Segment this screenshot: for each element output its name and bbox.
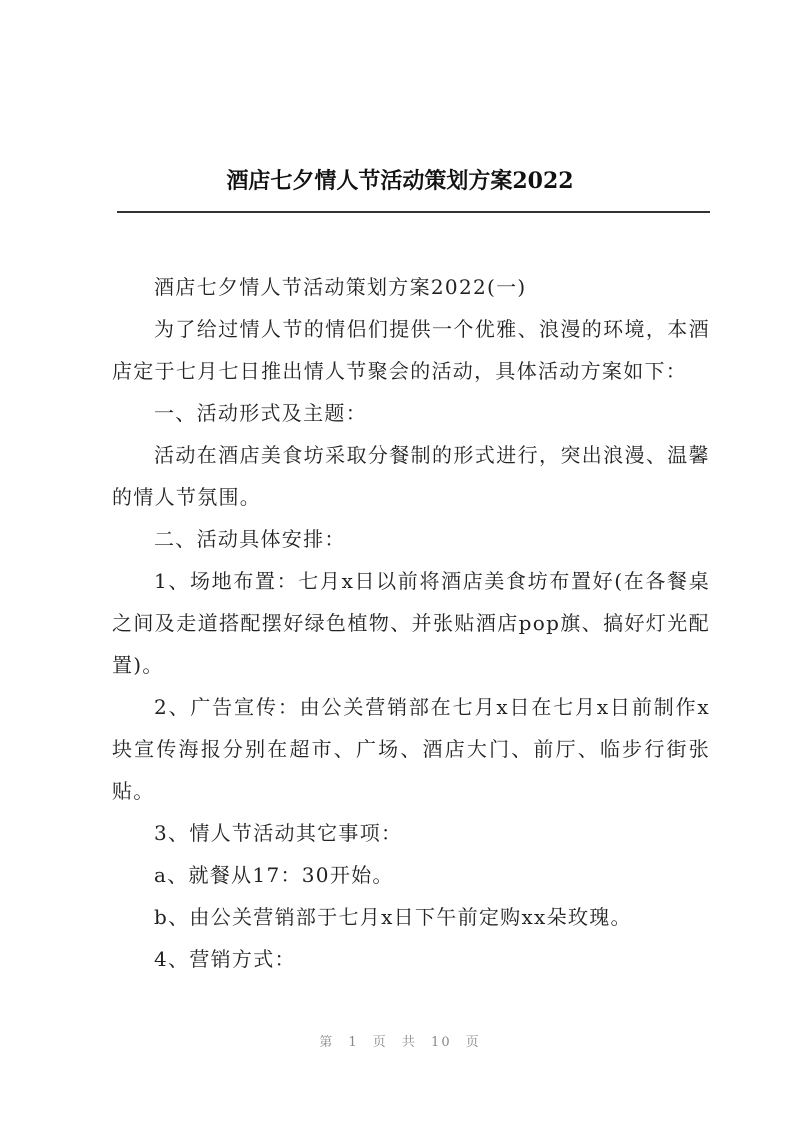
document-body (112, 266, 710, 980)
paragraph: a、就餐从17：30开始。 (154, 863, 394, 887)
paragraph: 2、广告宣传：由公关营销部在七月x日在七月x日前制作x块宣传海报分别在超市、广场、酒店大门、前厅、临步行街张贴。 (112, 695, 710, 803)
title-divider (117, 211, 710, 213)
paragraph: 一、活动形式及主题： (154, 401, 367, 425)
paragraph: 1、场地布置：七月x日以前将酒店美食坊布置好(在各餐桌之间及走道搭配摆好绿色植物、并张贴酒店pop旗、搞好灯光配置)。 (112, 569, 710, 677)
paragraph: 二、活动具体安排： (154, 527, 346, 551)
paragraph: 4、营销方式： (154, 947, 296, 971)
paragraph: 活动在酒店美食坊采取分餐制的形式进行，突出浪漫、温馨的情人节氛围。 (112, 443, 710, 509)
paragraph: 3、情人节活动其它事项： (154, 821, 403, 845)
paragraph: 酒店七夕情人节活动策划方案2022(一) (154, 275, 527, 299)
page-footer: 第 1 页 共 10 页 (319, 1035, 481, 1050)
paragraph: 为了给过情人节的情侣们提供一个优雅、浪漫的环境，本酒店定于七月七日推出情人节聚会的活动，具体活动方案如下： (112, 317, 710, 383)
document-title: 酒店七夕情人节活动策划方案2022 (226, 168, 574, 194)
paragraph: b、由公关营销部于七月x日下午前定购xx朵玫瑰。 (154, 905, 632, 929)
